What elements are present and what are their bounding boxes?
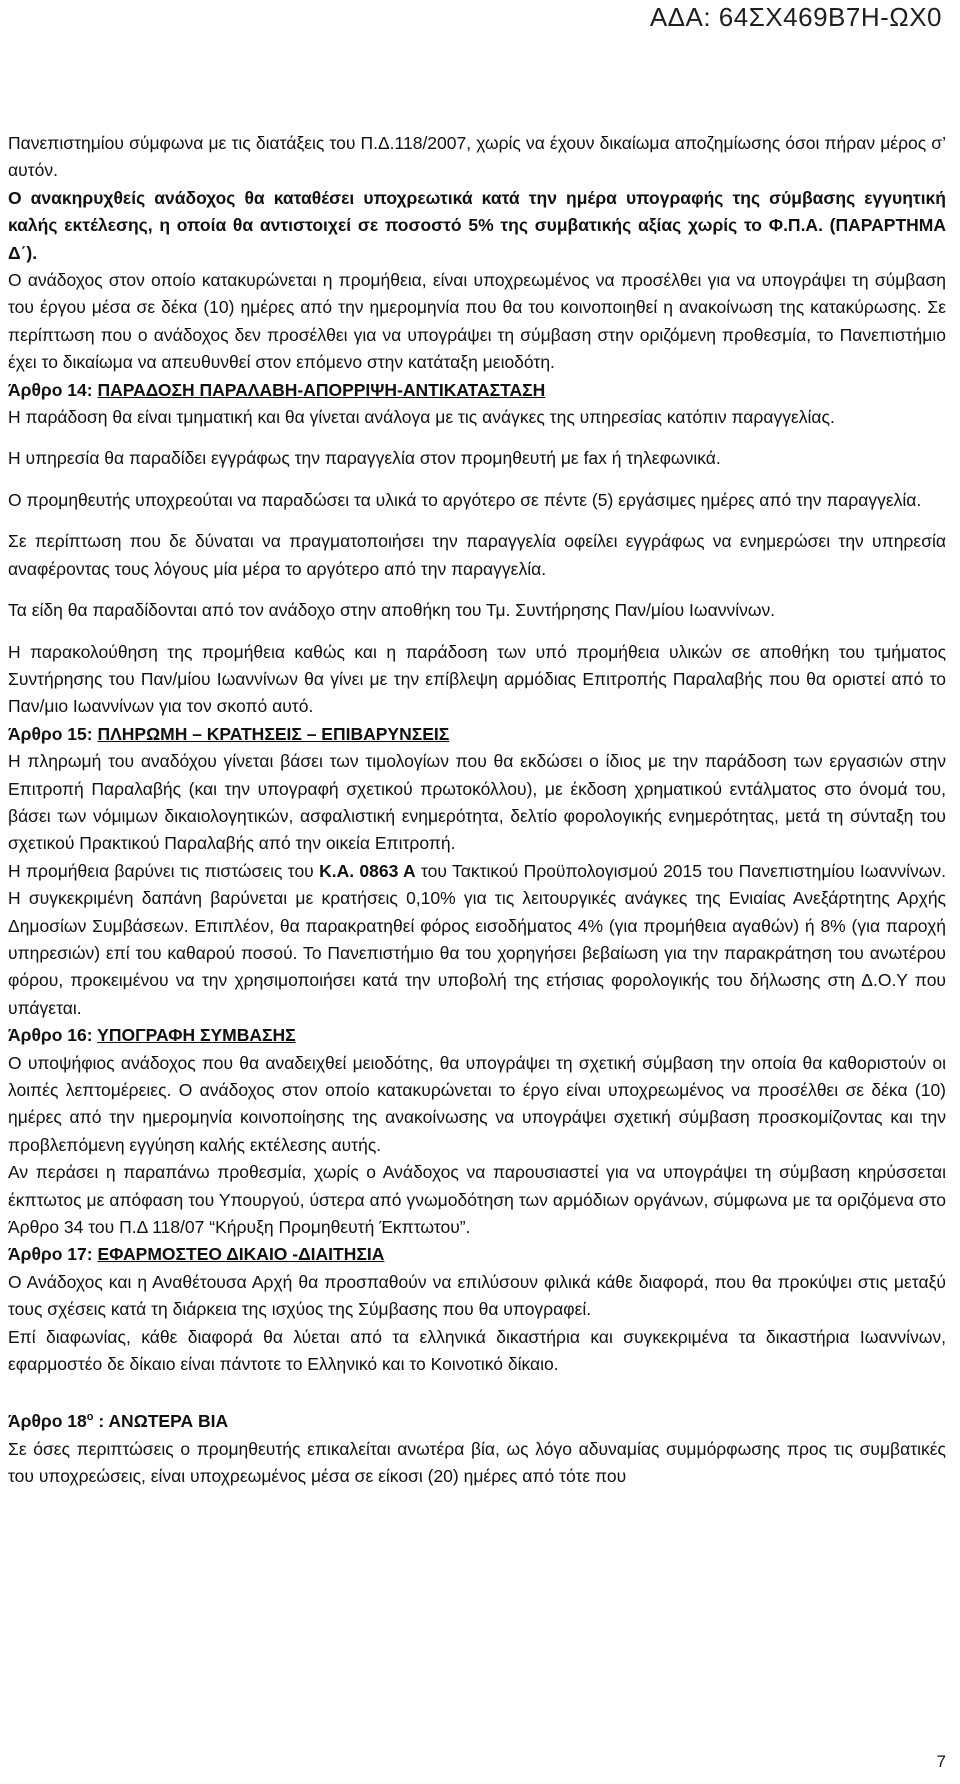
funding-paragraph bbox=[8, 858, 946, 1022]
article-16-heading bbox=[8, 1022, 946, 1049]
paragraph: Πανεπιστημίου σύμφωνα με τις διατάξεις του Π.Δ.118/2007, χωρίς να έχουν δικαίωμα αποζημίωσης όσοι πήραν μέρος σ’ αυτόν. bbox=[8, 133, 946, 181]
page-number: 7 bbox=[936, 1752, 946, 1771]
article-15-heading bbox=[8, 721, 946, 748]
article-title: ΥΠΟΓΡΑΦΗ ΣΥΜΒΑΣΗΣ bbox=[97, 1025, 296, 1046]
article-14-heading bbox=[8, 377, 946, 404]
paragraph: Σε περίπτωση που δε δύναται να πραγματοποιήσει την παραγγελία οφείλει εγγράφως να ενημερώσει την υπηρεσία αναφέροντας τους λόγους μία μέρα το αργότερο από την παραγγελία. bbox=[8, 531, 946, 579]
document-body bbox=[8, 130, 946, 1491]
article-number: Άρθρο 18 bbox=[8, 1411, 87, 1432]
paragraph: Ο ανάδοχος στον οποίο κατακυρώνεται η προμήθεια, είναι υποχρεωμένος να προσέλθει για να υπογράψει τη σύμβαση του έργου μέσα σε δέκα (10) ημέρες από την ημερομηνία που θα του κοινοποιηθεί η ανακοίνωση της κατακύρωσης. Σε περίπτωση που ο ανάδοχος δεν προσέλθει για να υπογράψει τη σύμβαση στην οριζόμενη προθεσμία, το Πανεπιστήμιο έχει το δικαίωμα να απευθυνθεί στον επόμενο στην κατάταξη μειοδότη. bbox=[8, 270, 946, 373]
ada-code: ΑΔΑ: 64ΣΧ469Β7Η-ΩΧ0 bbox=[649, 2, 942, 32]
article-number: Άρθρο 17: bbox=[8, 1244, 98, 1265]
article-number: Άρθρο 14: bbox=[8, 379, 98, 400]
ordinal-superscript: ο bbox=[86, 1411, 94, 1424]
paragraph: Η παράδοση θα είναι τμηματική και θα γίνεται ανάλογα με τις ανάγκες της υπηρεσίας κατόπιν παραγγελίας. bbox=[8, 407, 835, 428]
article-title: : ΑΝΩΤΕΡΑ ΒΙΑ bbox=[93, 1411, 229, 1432]
article-title: ΠΛΗΡΩΜΗ – ΚΡΑΤΗΣΕΙΣ – ΕΠΙΒΑΡΥΝΣΕΙΣ bbox=[97, 723, 450, 744]
paragraph: Αν περάσει η παραπάνω προθεσμία, χωρίς ο Ανάδοχος να παρουσιαστεί για να υπογράψει τη σύμβαση κηρύσσεται έκπτωτος με απόφαση του Υπουργού, ύστερα από γνωμοδότηση των αρμόδιων οργάνων, σύμφωνα με τα οριζόμενα στο Άρθρο 34 του Π.Δ 118/07 “Κήρυξη Προμηθευτή Έκπτωτου”. bbox=[8, 1162, 946, 1238]
article-number: Άρθρο 16: bbox=[8, 1025, 98, 1046]
paragraph: Ο υποψήφιος ανάδοχος που θα αναδειχθεί μειοδότης, θα υπογράψει τη σχετική σύμβαση την οποία θα καθοριστούν οι λοιπές λεπτομέρειες. Ο ανάδοχος στον οποίο κατακυρώνεται το έργο είναι υποχρεωμένος να προσέλθει σε δέκα (10) ημέρες από την ημερομηνία κοινοποίησης της ανακοίνωσης να υπογράψει σχετική σύμβαση προσκομίζοντας και την προβλεπόμενη εγγύηση καλής εκτέλεσης αυτής. bbox=[8, 1052, 946, 1155]
paragraph: Η πληρωμή του αναδόχου γίνεται βάσει των τιμολογίων που θα εκδώσει ο ίδιος με την παράδοση των εργασιών στην Επιτροπή Παραλαβής (και την υπογραφή σχετικού πρωτοκόλλου), με έκδοση χρηματικού εντάλματος στο όνομά του, βάσει των νόμιμων δικαιολογητικών, ασφαλιστική ενημερότητα, δελτίο φορολογικής ενημερότητας, μετά τη σύνταξη του σχετικού Πρακτικού Παραλαβής από την οικεία Επιτροπή. bbox=[8, 751, 946, 854]
text-run: Η προμήθεια βαρύνει τις πιστώσεις του bbox=[8, 860, 320, 881]
text-run: του Τακτικού Προϋπολογισμού 2015 του Πανεπιστημίου Ιωαννίνων. Η συγκεκριμένη δαπάνη βαρύνεται με κρατήσεις 0,10% για τις λειτουργικές ανάγκες της Ενιαίας Ανεξάρτητης Αρχής Δημοσίων Συμβάσεων. Επιπλέον, θα παρακρατηθεί φόρος εισοδήματος 4% (για προμήθεια αγαθών) ή 8% (για παροχή υπηρεσιών) επί του καθαρού ποσού. Το Πανεπιστήμιο θα του χορηγήσει βεβαίωση για την παρακράτηση του ανωτέρου φόρου, προκειμένου να την χρησιμοποιήσει κατά την υποβολή της ετήσιας φορολογικής του δήλωσης στη Δ.Ο.Υ που υπάγεται. bbox=[8, 860, 946, 1018]
article-title: ΕΦΑΡΜΟΣΤΕΟ ΔΙΚΑΙΟ -ΔΙΑΙΤΗΣΙΑ bbox=[97, 1244, 385, 1265]
paragraph: Ο προμηθευτής υποχρεούται να παραδώσει τα υλικά το αργότερο σε πέντε (5) εργάσιμες ημέρες από την παραγγελία. bbox=[8, 489, 922, 510]
paragraph: Επί διαφωνίας, κάθε διαφορά θα λύεται από τα ελληνικά δικαστήρια και συγκεκριμένα τα δικαστήρια Ιωαννίνων, εφαρμοστέο δε δίκαιο είναι πάντοτε το Ελληνικό και το Κοινοτικό δίκαιο. bbox=[8, 1326, 946, 1375]
article-17-heading bbox=[8, 1241, 946, 1268]
paragraph: Η παρακολούθηση της προμήθεια καθώς και η παράδοση των υπό προμήθεια υλικών σε αποθήκη του τμήματος Συντήρησης του Παν/μίου Ιωαννίνων θα γίνει με την επίβλεψη αρμόδιας Επιτροπής Παραλαβής που θα οριστεί από το Παν/μιο Ιωαννίνων για τον σκοπό αυτό. bbox=[8, 641, 946, 717]
paragraph: Ο Ανάδοχος και η Αναθέτουσα Αρχή θα προσπαθούν να επιλύσουν φιλικά κάθε διαφορά, που θα προκύψει στις μεταξύ τους σχέσεις κατά τη διάρκεια της ισχύος της Σύμβασης που θα υπογραφεί. bbox=[8, 1271, 946, 1320]
budget-code: Κ.Α. 0863 Α bbox=[319, 860, 416, 881]
paragraph: Η υπηρεσία θα παραδίδει εγγράφως την παραγγελία στον προμηθευτή με fax ή τηλεφωνικά. bbox=[8, 448, 721, 469]
article-title: ΠΑΡΑΔΟΣΗ ΠΑΡΑΛΑΒΗ-ΑΠΟΡΡΙΨΗ-ΑΝΤΙΚΑΤΑΣΤΑΣΗ bbox=[97, 379, 546, 400]
guarantee-paragraph: Ο ανακηρυχθείς ανάδοχος θα καταθέσει υποχρεωτικά κατά την ημέρα υπογραφής της σύμβασης εγγυητική καλής εκτέλεσης, η οποία θα αντιστοιχεί σε ποσοστό 5% της συμβατικής αξίας χωρίς το Φ.Π.Α. (ΠΑΡΑΡΤΗΜΑ Δ΄). bbox=[8, 187, 946, 263]
paragraph: Σε όσες περιπτώσεις ο προμηθευτής επικαλείται ανωτέρα βία, ως λόγο αδυναμίας συμμόρφωσης προς τις συμβατικές του υποχρεώσεις, είναι υποχρεωμένος μέσα σε είκοσι (20) ημέρες από τότε που bbox=[8, 1438, 946, 1487]
article-number: Άρθρο 15: bbox=[8, 723, 98, 744]
article-18-heading bbox=[8, 1404, 946, 1435]
paragraph: Τα είδη θα παραδίδονται από τον ανάδοχο στην αποθήκη του Τμ. Συντήρησης Παν/μίου Ιωαννίνων. bbox=[8, 600, 776, 621]
